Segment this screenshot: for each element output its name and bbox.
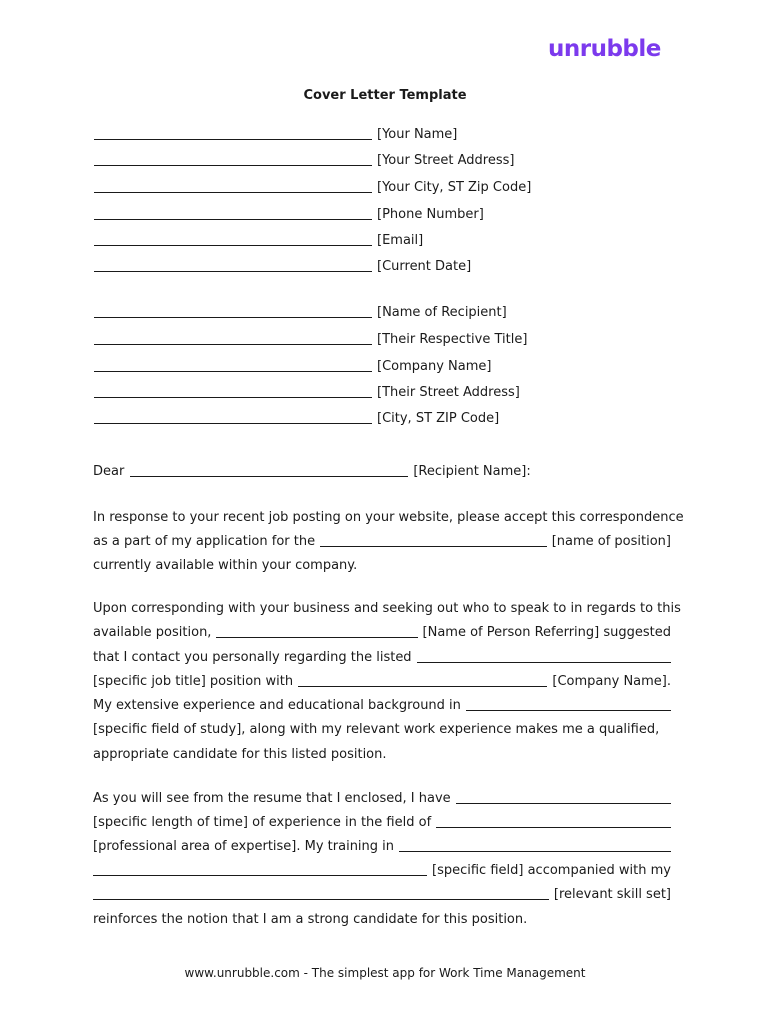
p2-line-6: [specific field of study], along with my relevant work experience makes me a qualified, <box>93 722 660 737</box>
p3-line-2: [specific length of time] of experience in the field of <box>93 812 671 830</box>
p1-line-1: In response to your recent job posting on your website, please accept this correspondence <box>93 510 684 525</box>
sender-city-field: [Your City, ST Zip Code] <box>94 177 531 195</box>
p2-line-3: that I contact you personally regarding the listed <box>93 647 671 665</box>
p2-line-1: Upon corresponding with your business and seeking out who to speak to in regards to this <box>93 601 681 616</box>
sender-date-field: [Current Date] <box>94 256 471 274</box>
recipient-name-field: [Name of Recipient] <box>94 302 507 320</box>
unrubble-logo: unrubble <box>548 36 661 62</box>
p3-line-5: [relevant skill set] <box>93 884 671 902</box>
p2-line-5: My extensive experience and educational background in <box>93 695 671 713</box>
p1-line-2: as a part of my application for the [name of position] <box>93 534 671 549</box>
p3-line-4: [specific field] accompanied with my <box>93 860 671 878</box>
sender-email-field: [Email] <box>94 230 423 248</box>
document-title: Cover Letter Template <box>303 88 467 103</box>
salutation: Dear [Recipient Name]: <box>93 464 531 479</box>
recipient-street-field: [Their Street Address] <box>94 382 520 400</box>
sender-street-field: [Your Street Address] <box>94 150 514 168</box>
recipient-city-field: [City, ST ZIP Code] <box>94 408 499 426</box>
p2-line-4: [specific job title] position with [Company Name]. <box>93 674 671 689</box>
p3-line-1: As you will see from the resume that I enclosed, I have <box>93 788 671 806</box>
sender-phone-field: [Phone Number] <box>94 204 484 222</box>
p2-line-2: available position, [Name of Person Referring] suggested <box>93 625 671 640</box>
p1-line-3: currently available within your company. <box>93 558 358 573</box>
recipient-title-field: [Their Respective Title] <box>94 329 527 347</box>
p3-line-3: [professional area of expertise]. My training in <box>93 836 671 854</box>
p2-line-7: appropriate candidate for this listed position. <box>93 747 387 762</box>
recipient-company-field: [Company Name] <box>94 356 491 374</box>
footer: www.unrubble.com - The simplest app for Work Time Management <box>184 966 586 980</box>
p3-line-6: reinforces the notion that I am a strong candidate for this position. <box>93 912 528 927</box>
sender-name-field: [Your Name] <box>94 124 457 142</box>
